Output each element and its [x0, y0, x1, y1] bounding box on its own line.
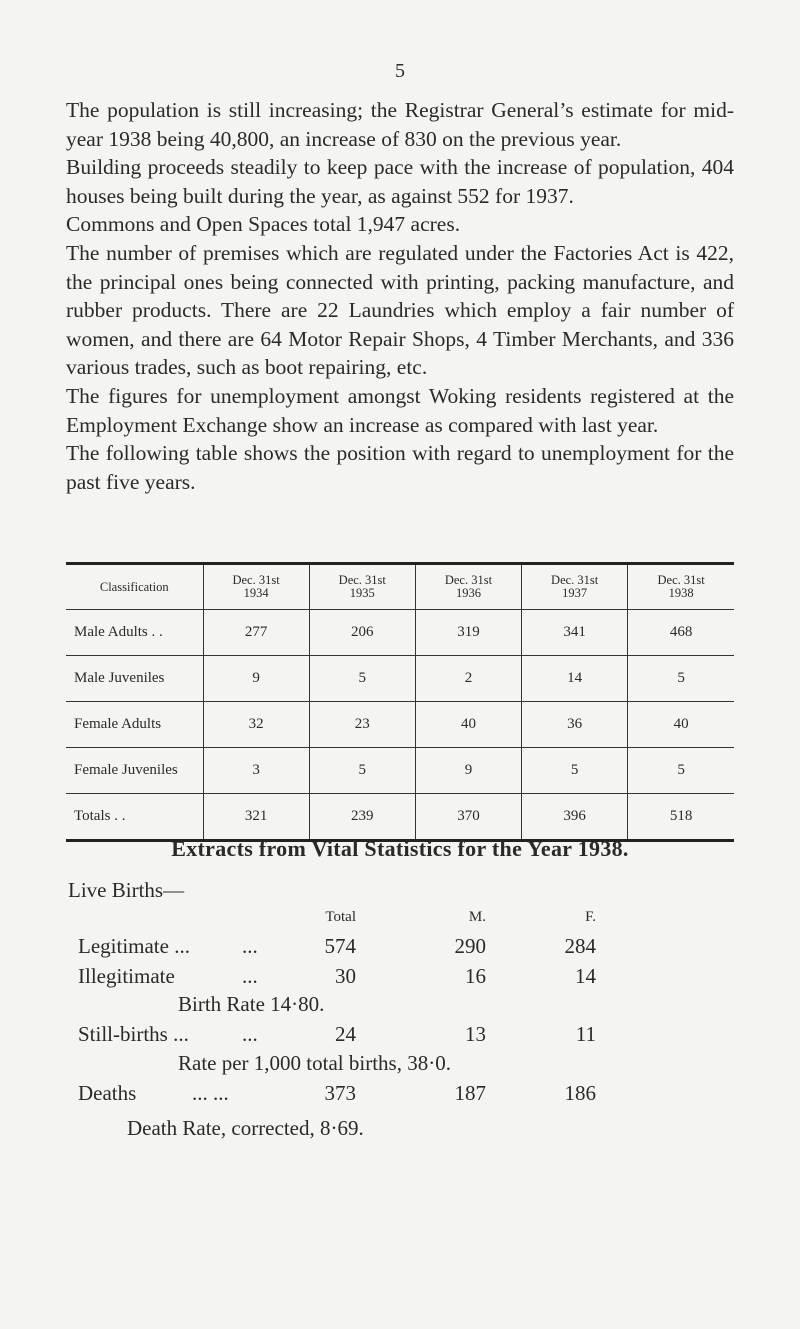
birth-rate-row [0, 992, 800, 1020]
illegitimate-label: Illegitimate [78, 964, 175, 988]
legitimate-total: 574 [324, 934, 356, 958]
still-births-rate: Rate per 1,000 total births, 38·0. [178, 1051, 451, 1075]
deaths-f: 186 [564, 1081, 596, 1105]
table-cell: 5 [628, 748, 734, 794]
still-births-label: Still-births ... [78, 1022, 189, 1046]
deaths-label: Deaths [78, 1081, 137, 1105]
header-1937: Dec. 31st 1937 [522, 564, 628, 610]
table-cell: 5 [309, 656, 415, 702]
still-rate-row [0, 1051, 800, 1079]
table-row [66, 748, 734, 794]
illegitimate-dots: ... [242, 964, 258, 988]
body-text [66, 96, 734, 496]
table-cell: 319 [415, 610, 521, 656]
col-m-heading: M. [468, 909, 486, 925]
legitimate-row [0, 934, 800, 962]
table-cell: 32 [203, 702, 309, 748]
col-f-heading: F. [585, 909, 596, 925]
table-cell: 370 [415, 794, 521, 841]
row-label: Male Adults . . [66, 610, 203, 656]
page-number: 5 [395, 60, 405, 82]
illegitimate-row [0, 964, 800, 992]
table-cell: 5 [522, 748, 628, 794]
table-cell: 5 [628, 656, 734, 702]
birth-rate: Birth Rate 14·80. [178, 992, 325, 1016]
paragraph-building: Building proceeds steadily to keep pace with the increase of population, 404 houses being built during the year, as against 552 for 1937. [66, 155, 734, 208]
table-cell: 3 [203, 748, 309, 794]
table-cell: 36 [522, 702, 628, 748]
table-cell: 9 [415, 748, 521, 794]
column-heading-row [0, 909, 800, 937]
still-births-total: 24 [335, 1022, 356, 1046]
extracts-title: Extracts from Vital Statistics for the Year 1938. [171, 836, 629, 861]
still-births-dots: ... [242, 1022, 258, 1046]
table-row [66, 702, 734, 748]
table-row [66, 794, 734, 841]
table-row [66, 656, 734, 702]
table-row [66, 610, 734, 656]
paragraph-factories: The number of premises which are regulated under the Factories Act is 422, the principal ones being connected with printing, packing manufacture, and rubber products. There are 22 Laundries which employ a fair number of women, and there are 64 Motor Repair Shops, 4 Timber Merchants, and 336 various trades, such as boot repairing, etc. [66, 240, 734, 380]
deaths-row [0, 1081, 800, 1109]
row-label: Female Adults [66, 702, 203, 748]
legitimate-dots: ... [242, 934, 258, 958]
paragraph-unemployment: The figures for unemployment amongst Woking residents registered at the Employment Exchange show an increase as compared with last year. [66, 383, 734, 437]
table-cell: 341 [522, 610, 628, 656]
unemployment-table [66, 562, 734, 842]
table-cell: 2 [415, 656, 521, 702]
table-cell: 5 [309, 748, 415, 794]
table-cell: 206 [309, 610, 415, 656]
deaths-total: 373 [324, 1081, 356, 1105]
still-births-f: 11 [575, 1022, 596, 1046]
table-cell: 239 [309, 794, 415, 841]
header-classification: Classification [66, 564, 203, 610]
paragraph-population: The population is still increasing; the Registrar General’s estimate for mid-year 1938 being 40,800, an increase of 830 on the previous year. [66, 98, 734, 151]
live-births-heading-row [0, 878, 800, 906]
still-births-row [0, 1022, 800, 1050]
death-rate: Death Rate, corrected, 8·69. [127, 1116, 364, 1140]
row-label: Male Juveniles [66, 656, 203, 702]
live-births-label: Live Births— [68, 878, 185, 902]
row-label: Totals . . [66, 794, 203, 841]
header-1935: Dec. 31st 1935 [309, 564, 415, 610]
still-births-m: 13 [465, 1022, 486, 1046]
table-cell: 9 [203, 656, 309, 702]
header-1934: Dec. 31st 1934 [203, 564, 309, 610]
header-1938: Dec. 31st 1938 [628, 564, 734, 610]
illegitimate-f: 14 [575, 964, 596, 988]
col-total-heading: Total [325, 909, 356, 925]
table-cell: 14 [522, 656, 628, 702]
paragraph-table-intro: The following table shows the position with regard to unemployment for the past five years. [66, 441, 734, 494]
row-label: Female Juveniles [66, 748, 203, 794]
legitimate-f: 284 [564, 934, 596, 958]
illegitimate-m: 16 [465, 964, 486, 988]
deaths-m: 187 [454, 1081, 486, 1105]
table-cell: 518 [628, 794, 734, 841]
deaths-dots: ... ... [192, 1081, 229, 1105]
death-rate-row [0, 1116, 800, 1144]
table-cell: 468 [628, 610, 734, 656]
table-cell: 396 [522, 794, 628, 841]
legitimate-m: 290 [454, 934, 486, 958]
paragraph-commons: Commons and Open Spaces total 1,947 acres. [66, 212, 461, 237]
table-cell: 277 [203, 610, 309, 656]
table-cell: 321 [203, 794, 309, 841]
table-cell: 23 [309, 702, 415, 748]
table-cell: 40 [415, 702, 521, 748]
header-1936: Dec. 31st 1936 [415, 564, 521, 610]
illegitimate-total: 30 [335, 964, 356, 988]
legitimate-label: Legitimate ... [78, 934, 190, 958]
table-header-row [66, 564, 734, 610]
table-cell: 40 [628, 702, 734, 748]
